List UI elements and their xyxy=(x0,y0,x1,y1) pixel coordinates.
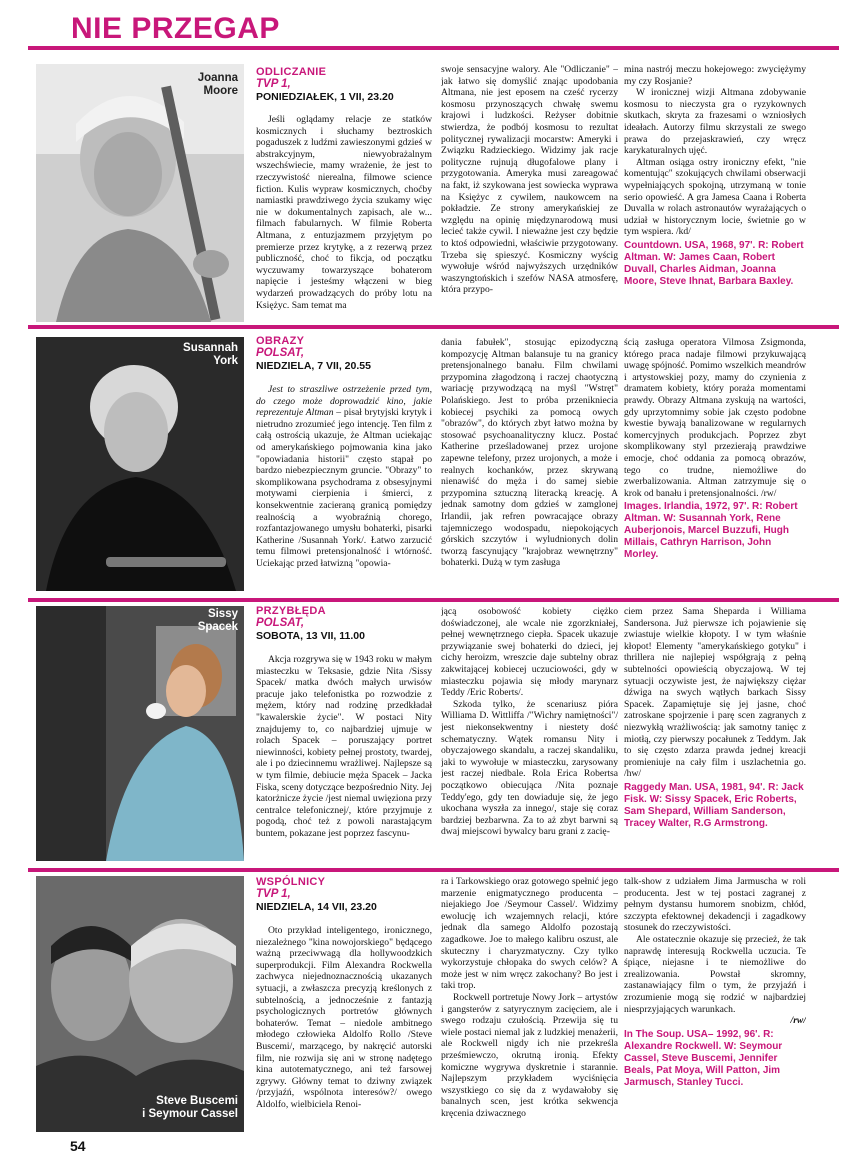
film-credits: Images. Irlandia, 1972, 97'. R: Robert Altman. W: Susannah York, Rene Auberjonois, Marcel Buzzufi, Hugh Millais, Cathryn Harrison, John Morley. xyxy=(624,501,798,561)
article-title: ODLICZANIE xyxy=(256,66,327,78)
channel-label: POLSAT, xyxy=(256,617,305,629)
article-header xyxy=(256,335,432,372)
article-column: swoje sensacyjne walory. Ale "Odliczanie" – jak łatwo się domyślić znając upodobania Altmana, nie jest eposem na cześć rycerzy kosmosu przynoszących chwałę swemu krajowi i ludzkości. Reżyser dobitnie stwierdza, że podbój kosmosu to rezultat politycznej rywalizacji mocarstw: Ameryki i Związku Radzieckiego. Widzimy jak racje polityczne rujnują długofalowe plany i przygotowania. Ameryka musi zareagować na fakt, iż szykowana jest sowiecka wyprawa na Księżyc z cywilem, naukowcem na pokładzie. Ze strony amerykańskiej ze względu na opinię międzynarodową musi lecieć także cywil. I nieważne jest czy będzie to ktoś odpowiedni, właściwie przygotowany. Trzeba się spieszyć. Kosmiczny wyścig wywołuje wśród najwyższych urzędników waszyngtońskich i szefów NASA atmosferę, która przypo- xyxy=(441,64,618,296)
photo-sissy-spacek xyxy=(36,606,244,861)
page-number: 54 xyxy=(70,1138,86,1154)
article-header xyxy=(256,876,432,913)
section-divider xyxy=(28,325,839,329)
broadcast-date: NIEDZIELA, 7 VII, 20.55 xyxy=(256,360,371,372)
article-column: Jest to straszliwe ostrzeżenie przed tym, do czego może doprowadzić kino, jakie reprezentuje Altman – pisał brytyjski krytyk i nietrudno zrozumieć jego intencję. Ten film z całą ostrością ukazuje, że Altman uciekając od amerykańskiego pojmowania kina jako "opowiadania historii" często stąpał po bardzo niebezpiecznym gruncie. "Obrazy" to skomplikowana psychodrama z obsesyjnymi motywami cierpienia i śmierci, z konsekwentnie zacieraną granicą pomiędzy realnością a wyobraźnią chorego, rozfantazjowanego umysłu bohaterki, pisarki Katherine /Susannah York/. Łatwo zarzucić temu filmowi pretensjonalność i wtórność. Uciekając przed łatwizną "opowia- xyxy=(256,384,432,569)
photo-susannah-york xyxy=(36,337,244,591)
broadcast-date: NIEDZIELA, 14 VII, 23.20 xyxy=(256,901,377,913)
article-title: OBRAZY xyxy=(256,335,305,347)
paragraph: Altman osiąga ostry ironiczny efekt, "nie komentując" szokujących chwilami obserwacji wypełniających spokojną, utrzymaną w tonie serio opowieść. A gra Jamesa Caana i Roberta Duvalla w rolach astronautów wyrażających o udział w historycznym locie, świetnie go w tym wspiera. /kd/ xyxy=(624,156,806,238)
channel-label: POLSAT, xyxy=(256,347,305,359)
article-column: ciem przez Sama Sheparda i Williama Sandersona. Już pierwsze ich pojawienie się zwiastuje wielkie kłopoty. I w tym właśnie kłopot! Elementy "amerykańskiego gotyku" i thrillera nie najlepiej współgrają z pełną subtelności opowieścią obyczajową. W tej sytuacji oczywiste jest, że największy ciężar dźwiga na swych wątłych barkach Sissy Spacek. Zapamiętuje się jej jasne, choć zatroskane spojrzenie i parę scen zagranych z niezwykłą wrażliwością: jak samotny tanięc z miotłą, czy pierwszy pocałunek z Teddym. Jak to się często zdarza prawda jednej kreacji promieniuje na cały film i uszlachetnia go. /hw/ Raggedy Man. USA, 1981, 94'. R: Jack Fisk. W: Sissy Spacek, Eric Roberts, Sam Shepard, William Sanderson, Tracey Walter, R.G Armstrong. xyxy=(624,606,806,829)
film-credits: In The Soup. USA– 1992, 96'. R: Alexandre Rockwell. W: Seymour Cassel, Steve Buscemi, Jennifer Beals, Pat Moya, Will Patton, Jim Jarmusch, Stanley Tucci. xyxy=(624,1028,783,1088)
photo-steve-buscemi-seymour-cassel xyxy=(36,876,244,1132)
article-column: talk-show z udziałem Jima Jarmuscha w roli producenta. Jest w tej postaci zagranej z pełnym dystansu humorem snobizm, chłód, szczypta efektownej dekadencji i zagadkowy stosunek do rzeczywistości. Ale ostatecznie okazuje się przecież, że tak naprawdę interesują Rockwella uczucia. Te śpiące, niejasne i te niemożliwe do zrealizowania. Powstał skromny, zastanawiający film o tym, że przyjaźń i zrozumienie mogą się rodzić w najbardziej niesprzyjających warunkach. /rw/ In The Soup. USA– 1992, 96'. R: Alexandre Rockwell. W: Seymour Cassel, Steve Buscemi, Jennifer Beals, Pat Moya, Will Patton, Jim Jarmusch, Stanley Tucci. xyxy=(624,876,806,1088)
section-divider xyxy=(28,598,839,602)
article-column: Oto przykład inteligentego, ironicznego, niezależnego "kina nowojorskiego" będącego ważną przeciwwagą dla hollywoodzkich superprodukcji. Film Alexandra Rockwella zachwyca niejednoznacznością ukazanych sytuacji, a zwłaszcza precyzją kreślonych z subtelnością, a jednocześnie z fantazją psychologicznych portretów głównych bohaterów. Temat – niedole ambitnego młodego człowieka Aldolfo Rollo /Steve Buscemi/, marzącego, by nakręcić autorski film, nie rozwija się ani w stronę nadętego kina autotematycznego, ani też farsowej zgrywy. Główny temat to dziwny związek /przyjaźń, wspólnota interesów?/ owego Aldolfo, wielbiciela Renoi- xyxy=(256,925,432,1110)
author-signature: /rw/ xyxy=(790,1015,806,1027)
article-column: mina nastrój meczu hokejowego: zwyciężymy my czy Rosjanie? W ironicznej wizji Altmana zdobywanie kosmosu to nieczysta gra o ryzykownych skutkach, skryta za frazesami o wzniosłych ideałach. Autorzy filmu skrzystali ze swego prawa do przejaskrawień, czy wręcz karykaturalnych ujęć. Altman osiąga ostry ironiczny efekt, "nie komentując" szokujących chwilami obserwacji wypełniających spokojną, utrzymaną w tonie serio opowieść. A gra Jamesa Caana i Roberta Duvalla w rolach astronautów wyrażających o udział w historycznym locie, świetnie go w tym wspiera. /kd/ Countdown. USA, 1968, 97'. R: Robert Altman. W: James Caan, Robert Duvall, Charles Aidman, Joanna Moore, Steve Ihnat, Barbara Baxley. xyxy=(624,64,806,287)
section-title: NIE PRZEGAP xyxy=(71,12,280,45)
paragraph: W ironicznej wizji Altmana zdobywanie kosmosu to nieczysta gra o ryzykownych skutkach, skryta za frazesami o wzniosłych ideałach. Autorzy filmu skrzystali ze swego prawa do przejaskrawień, czy wręcz karykaturalnych ujęć. xyxy=(624,87,806,157)
article-title: PRZYBŁĘDA xyxy=(256,605,326,617)
photo-joanna-moore xyxy=(36,64,244,322)
film-credits: Countdown. USA, 1968, 97'. R: Robert Altman. W: James Caan, Robert Duvall, Charles Aidman, Joanna Moore, Steve Ihnat, Barbara Baxley. xyxy=(624,239,804,287)
paragraph: Rockwell portretuje Nowy Jork – artystów i gangsterów z satyrycznym zacięciem, ale i swego rodzaju czułością. Przewija się tu wiele postaci niemal jak z ludzkiej menażerii, ale Rockwell nigdy ich nie przekreśla prześmiewczo, okrutną ironią. Efekty komiczne wygrywa dyskretnie i starannie. Najlepszym przykładem wyciśnięcia wszystkiego co się da z wydawałoby się banalnych scen, jest krótka sekwencja kręcenia dziwacznego xyxy=(441,991,618,1119)
broadcast-date: SOBOTA, 13 VII, 11.00 xyxy=(256,630,365,642)
paragraph: Ale ostatecznie okazuje się przecież, że tak naprawdę interesują Rockwella uczucia. Te śpiące, niejasne i te niemożliwe do zrealizowania. Powstał skromny, zastanawiający film o tym, że przyjaźń i zrozumienie mogą się rodzić w najbardziej niesprzyjających warunkach. xyxy=(624,933,806,1015)
channel-label: TVP 1, xyxy=(256,888,291,900)
article-column: ra i Tarkowskiego oraz gotowego spełnić jego marzenie enigmatycznego producenta – niejakiego Joe /Seymour Cassel/. Widzimy ewolucję ich wzajemnych relacji, które jednak dla samego Aldolfo pozostają zagadkowe. Joe to małego kalibru oszust, ale skuteczny i charyzmatyczny. Czy tylko wykorzystuje chłopaka do swych celów? A może jest w nim wręcz zakochany? Bo jest i taki trop. Rockwell portretuje Nowy Jork – artystów i gangsterów z satyrycznym zacięciem, ale i swego rodzaju czułością. Przewija się tu wiele postaci niemal jak z ludzkiej menażerii, ale Rockwell nigdy ich nie przekreśla prześmiewczo, okrutną ironią. Efekty komiczne wygrywa dyskretnie i starannie. Najlepszym przykładem wyciśnięcia wszystkiego co się da z wydawałoby się banalnych scen, jest krótka sekwencja kręcenia dziwacznego xyxy=(441,876,618,1119)
article-title: WSPÓLNICY xyxy=(256,876,326,888)
article-column: ścią zasługa operatora Vilmosa Zsigmonda, którego praca nadaje filmowi przykuwającą uwagę spójność. Pomimo wszelkich meandrów i artystowskiej pozy, mamy do czynienia z dramatem kobiety, który poraża momentami prawdy. Obrazy Altmana zyskują na wartości, gdy uprzytomnimy sobie jak często podobne kwestie bywają banalizowane w regularnych komercyjnych produkcjach. Poprzez zbyt skomplikowany styl przezierają prawdziwe emocje, choć oddania za pomocą obrazów, tego co trudne, niemożliwe do zwerbalizowania. Altman zatrzymuje się o krok od banału i pretensjonalności. /rw/ Images. Irlandia, 1972, 97'. R: Robert Altman. W: Susannah York, Rene Auberjonois, Marcel Buzzufi, Hugh Millais, Cathryn Harrison, John Morley. xyxy=(624,337,806,561)
article-column: jącą osobowość kobiety ciężko doświadczonej, ale wcale nie zgorzkniałej, pełnej wewnętrznego ciepła. Spacek ukazuje przywiązanie swej bohaterki do dzieci, jej cichy heroizm, wreszcie daje subtelny obraz zakwitającej kobiecej uczuciowości, gdy w miasteczku pojawia się młody marynarz Teddy /Eric Roberts/. Szkoda tylko, że scenariusz pióra Williama D. Wittliffa /"Wichry namiętności"/ jest niekonsekwentny i niestety dość schematyczny. Wątek romansu Nity i obyczajowego skandalu, a raczej skandaliku, jaki to wywołuje w miasteczku, zarysowany jest raczej niedbale. Rola Erica Robertsa początkowo obiecująca /Nita poznaje Teddy'ego, gdy ten dowiaduje się, że jego ukochana wyszła za innego/, staje się coraz bardziej bezbarwna. Za to aż zbyt barwni są dwaj miejscowi bywalcy baru grani z zacię- xyxy=(441,606,618,838)
paragraph: Szkoda tylko, że scenariusz pióra Williama D. Wittliffa /"Wichry namiętności"/ jest niekonsekwentny i niestety dość schematyczny. Wątek romansu Nity i obyczajowego skandalu, a raczej skandaliku, jaki to wywołuje w miasteczku, zarysowany jest raczej niedbale. Rola Erica Robertsa początkowo obiecująca /Nita poznaje Teddy'ego, gdy ten dowiaduje się, że jego ukochana wyszła za innego/, staje się coraz bardziej bezbarwna. Za to aż zbyt barwni są dwaj miejscowi bywalcy baru grani z zacię- xyxy=(441,698,618,838)
section-divider xyxy=(28,868,839,872)
article-column: Jeśli oglądamy relacje ze statków kosmicznych i słuchamy beztroskich pogaduszek z ludźmi zawieszonymi gdzieś w abstrakcyjnym, niewyobrażalnym wszechświecie, mamy wrażenie, że jest to rzeczywistość nierealna, filmowe science fiction. Kulis wypraw kosmicznych, choćby namiastki prawdziwego życia szukamy więc nie w dokumentalnych zapisach, ale w... filmach fabularnych. W filmie Roberta Altmana, z entuzjazmem przyjętym po premierze przez krytykę, a z rezerwą przez publiczność, choć to fikcja, od początku wyczuwamy towarzyszące bohaterom napięcie i jesteśmy włączeni w bieg wydarzeń prowadzących do próby lotu na Księżyc. Sam temat ma xyxy=(256,114,432,311)
photo-caption: Joanna Moore xyxy=(197,72,238,97)
article-header xyxy=(256,66,432,103)
article-column: dania fabułek", stosując epizodyczną kompozycję Altman balansuje tu na granicy pretensjonalnego banału. Film chwilami przypomina złagodzoną i raczej chaotyczną wariację przywodzącą na myśl "Wstręt" Polańskiego. Jest to próba przenikniecia kobiecej psychiki za pomocą owych "obrazów", do których zbyt łatwo można by stosować psychoanalityczny klucz. Postać Katherine prześladowanej przez urojone zapewne telefony, przez urojonych, a może i realnych kochanków, przez skrywaną nienawiść do męża i do samej siebie przypomina sztuczną literacką kreację. A jednak samotny dom gdzieś w zamglonej Irlandii, jak refren powracające obrazy tajemniczego wodospadu, niepokojących górskich szczytów i wyludnionych dolin tworzą fascynujący "krajobraz wewnętrzny" bohaterki. Dużą w tym zasługa xyxy=(441,337,618,569)
article-header xyxy=(256,605,432,642)
channel-label: TVP 1, xyxy=(256,78,291,90)
section-divider xyxy=(28,46,839,50)
article-column: Akcja rozgrywa się w 1943 roku w małym miasteczku w Teksasie, gdzie Nita /Sissy Spacek/ matka dwóch małych urwisów pracuje jako telefonistka po rozwodzie z mężem, który nad rodzinę przedkładał "kawalerskie życie". W postaci Nity znajdujemy to, co najbardziej ujmuje w rolach Spacek – poruszający portret niewinności, kobiety pełnej prostoty, twardej, ale i po dziecinnemu wrażliwej. Najlepsze są w tym filmie, debiucie męża Spacek – Jacka Fiska, sceny dotyczące bezpośrednio Nity. Jej katorżnicze życie /jest niemal uwięziona przy centralce telefonicznej/, które przyjmuje z pogodą, choć też z powoli narastającym buntem, pokazane jest poprzez fascynu- xyxy=(256,654,432,839)
photo-caption: Sissy Spacek xyxy=(197,608,238,633)
photo-caption: Steve Buscemi i Seymour Cassel xyxy=(142,1095,238,1120)
photo-caption: Susannah York xyxy=(183,342,238,367)
broadcast-date: PONIEDZIAŁEK, 1 VII, 23.20 xyxy=(256,91,394,103)
film-credits: Raggedy Man. USA, 1981, 94'. R: Jack Fisk. W: Sissy Spacek, Eric Roberts, Sam Shepard, William Sanderson, Tracey Walter, R.G Armstrong. xyxy=(624,781,804,829)
